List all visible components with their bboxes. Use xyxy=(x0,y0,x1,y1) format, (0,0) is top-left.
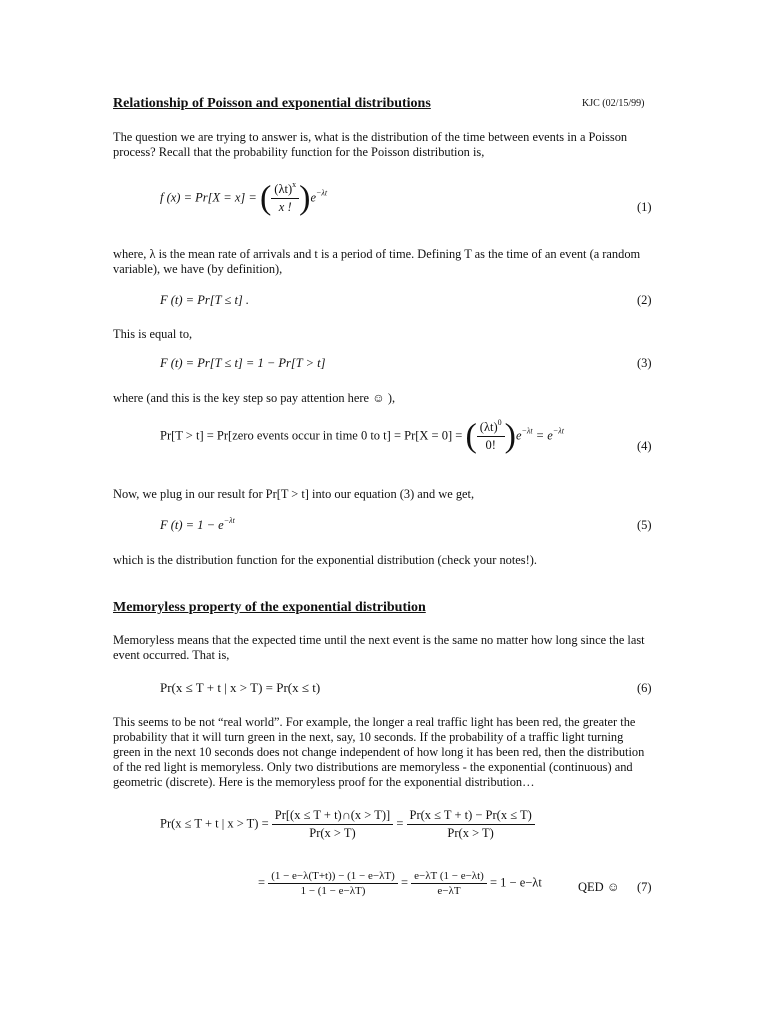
eq4-denom: 0! xyxy=(485,438,496,452)
eq5-label: (5) xyxy=(637,518,652,532)
eq7b-lead: = xyxy=(258,875,266,890)
paragraph-real-world: This seems to be not “real world”. For example, the longer a real traffic light has been red, the greater the probability that it will turn green in the next, say, 10 seconds. If the probability of a traffic light turning green in the next 10 seconds does not change independent of how long it has been red, then the distribution of the red light is memoryless. Only two distributions are memoryless - the exponential (continuous) and geometric (discrete). Here is the memoryless proof for the exponential distribution… xyxy=(113,715,645,789)
eq7a-frac1-num: Pr[(x ≤ T + t)∩(x > T)] xyxy=(272,808,393,825)
equation-7-line2 xyxy=(258,870,542,897)
eq5-text: F (t) = 1 − e xyxy=(160,518,224,532)
eq1-denom: x ! xyxy=(278,200,292,214)
eq1-lhs: f (x) = Pr[X = x] = xyxy=(160,190,257,205)
eq1-numer-sup: x xyxy=(292,180,297,189)
paragraph-memoryless-def: Memoryless means that the expected time until the next event is the same no matter how long since the last event occurred. That is, xyxy=(113,633,645,662)
eq2-label: (2) xyxy=(637,293,652,307)
eq3-label: (3) xyxy=(637,356,652,370)
page-title: Relationship of Poisson and exponential distributions xyxy=(113,96,431,111)
eq7a-frac2-den: Pr(x > T) xyxy=(447,826,494,840)
eq7-qed: QED ☺ xyxy=(578,880,620,894)
eq7b-equals: = xyxy=(400,875,409,890)
eq4-numer: (λt) xyxy=(479,420,498,434)
eq4-label: (4) xyxy=(637,439,652,453)
eq7b-frac2-num: e−λT (1 − e−λt) xyxy=(411,870,487,884)
eq7a-lhs: Pr(x ≤ T + t | x > T) = xyxy=(160,816,269,831)
paragraph-key-step: where (and this is the key step so pay attention here ☺ ), xyxy=(113,391,396,405)
equation-1: f (x) = Pr[X = x] = ( $\frac{(\lambda t)^x}{x !}$ )$e^{-\lambda t}$ xyxy=(160,179,328,217)
eq1-label: (1) xyxy=(637,200,652,214)
eq1-numer: (λt) xyxy=(274,182,293,196)
eq1-exp-base: e xyxy=(310,190,317,205)
author-date: KJC (02/15/99) xyxy=(582,98,645,109)
section-heading-memoryless: Memoryless property of the exponential distribution xyxy=(113,600,426,615)
eq7b-tail: = 1 − e−λt xyxy=(489,875,542,890)
eq4-lhs: Pr[T > t] = Pr[zero events occur in time 0 to t] = Pr[X = 0] = xyxy=(160,428,463,443)
paragraph-equal: This is equal to, xyxy=(113,327,193,341)
eq6-label: (6) xyxy=(637,681,652,695)
eq7a-frac2-num: Pr(x ≤ T + t) − Pr(x ≤ T) xyxy=(407,808,535,825)
eq4-numer-sup: 0 xyxy=(497,418,502,427)
eq4-exp-sup: −λt xyxy=(521,426,533,436)
paragraph-plug-in: Now, we plug in our result for Pr[T > t] into our equation (3) and we get, xyxy=(113,487,475,501)
paragraph-distribution-function: which is the distribution function for the exponential distribution (check your notes!). xyxy=(113,553,537,567)
paragraph-definition: where, λ is the mean rate of arrivals and t is a period of time. Defining T as the time of an event (a random variable), we have (by definition), xyxy=(113,247,641,276)
equation-2: F (t) = Pr[T ≤ t] . xyxy=(160,293,250,307)
eq4-rhs: = e xyxy=(535,428,553,443)
eq7a-frac1-den: Pr(x > T) xyxy=(309,826,356,840)
eq7a-equals: = xyxy=(396,816,404,831)
equation-5 xyxy=(160,518,235,533)
equation-6: Pr(x ≤ T + t | x > T) = Pr(x ≤ t) xyxy=(160,680,321,695)
eq7b-frac1-num: (1 − e−λ(T+t)) − (1 − e−λT) xyxy=(268,870,398,884)
eq7-label: (7) xyxy=(637,880,652,894)
eq5-sup: −λt xyxy=(223,516,235,525)
eq1-exp-sup: −λt xyxy=(316,188,328,198)
paragraph-intro: The question we are trying to answer is, what is the distribution of the time between events in a Poisson process? Recall that the probability function for the Poisson distribution is, xyxy=(113,130,628,159)
equation-7-line1 xyxy=(160,808,535,841)
equation-3: F (t) = Pr[T ≤ t] = 1 − Pr[T > t] xyxy=(160,356,326,370)
eq4-rhs-sup: −λt xyxy=(552,426,564,436)
eq7b-frac1-den: 1 − (1 − e−λT) xyxy=(300,885,366,897)
eq7b-frac2-den: e−λT xyxy=(437,885,461,897)
equation-4: Pr[T > t] = Pr[zero events occur in time 0 to t] = Pr[X = 0] = ( $\frac{(\lambda t)^0}{0!}$ )$e^{-\lambda t} = e^{-\lambda t}$ xyxy=(160,417,564,455)
